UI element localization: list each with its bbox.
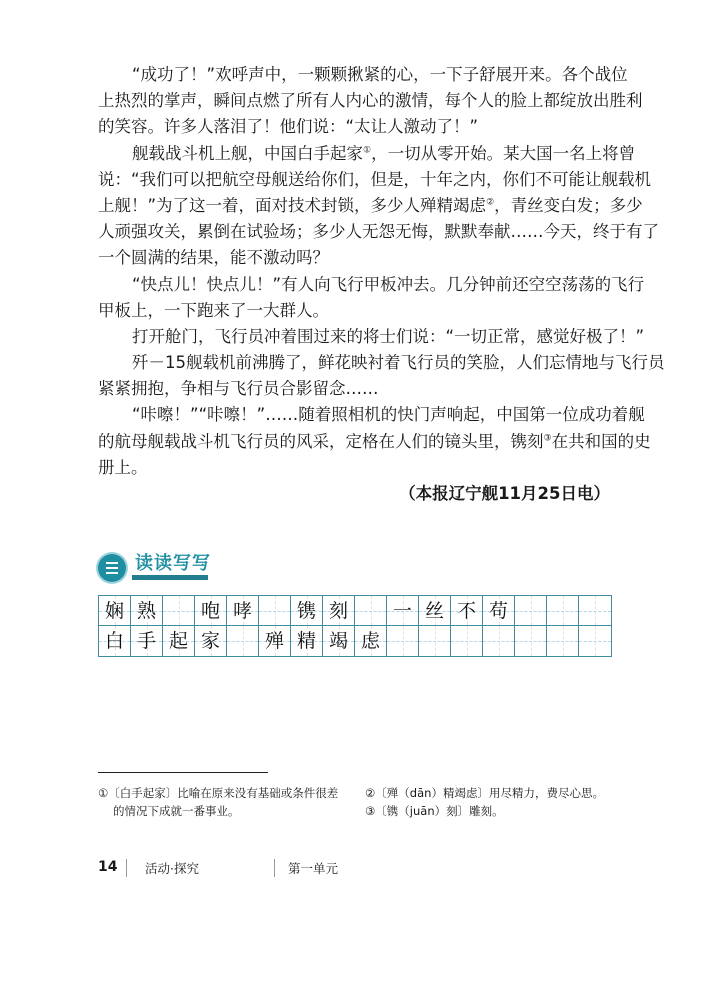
grid-cell — [515, 626, 547, 656]
footnote-1: ①〔白手起家〕比喻在原来没有基础或条件很差 — [98, 786, 339, 800]
grid-cell — [99, 626, 131, 656]
grid-cell — [451, 626, 483, 656]
text-fragment: 的航母舰载战斗机飞行员的风采，定格在人们的镜头里，镌刻 — [98, 431, 544, 451]
text-line: 册上。 — [98, 457, 148, 477]
grid-cell — [259, 626, 291, 656]
grid-cell — [323, 626, 355, 656]
divider — [274, 859, 275, 877]
text-line: 上热烈的掌声，瞬间点燃了所有人内心的激情，每个人的脸上都绽放出胜利 — [98, 91, 643, 111]
text-fragment: 上舰！”为了这一着，面对技术封锁，多少人殚精竭虑 — [98, 195, 487, 215]
writing-grid — [98, 595, 612, 657]
grid-cell — [547, 596, 579, 626]
footnote-mark: ② — [486, 197, 495, 208]
grid-cell — [163, 626, 195, 656]
grid-char: 镌 — [296, 600, 316, 622]
text-line: 说：“我们可以把航空母舰送给你们，但是，十年之内，你们不可能让舰载机 — [98, 169, 652, 189]
grid-cell — [99, 596, 131, 626]
grid-cell — [483, 596, 515, 626]
grid-char: 一 — [392, 600, 412, 622]
footnote-mark: ③ — [543, 433, 552, 444]
grid-cell — [195, 626, 227, 656]
section-underline — [132, 575, 208, 580]
page-number: 14 — [98, 859, 118, 875]
section-number-icon — [98, 554, 126, 582]
grid-cell — [323, 596, 355, 626]
text-line: 的笑容。许多人落泪了！他们说：“太让人激动了！” — [98, 117, 479, 137]
text-line — [98, 193, 643, 219]
text-line: “咔嚓！”“咔嚓！”……随着照相机的快门声响起，中国第一位成功着舰 — [132, 405, 645, 425]
text-line: 歼－15舰载机前沸腾了，鲜花映衬着飞行员的笑脸，人们忘情地与飞行员 — [132, 353, 665, 373]
grid-char: 熟 — [136, 600, 156, 622]
grid-cell — [227, 626, 259, 656]
footer-section: 活动·探究 — [145, 861, 199, 876]
grid-char: 精 — [296, 630, 316, 652]
grid-char: 咆 — [200, 600, 220, 622]
footnote-3: ③〔镌（juān）刻〕雕刻。 — [365, 804, 504, 818]
grid-char: 起 — [168, 630, 188, 652]
grid-cell — [195, 596, 227, 626]
grid-char: 哮 — [232, 600, 252, 622]
grid-cell — [451, 596, 483, 626]
text-fragment: 舰载战斗机上舰，中国白手起家 — [132, 143, 363, 163]
grid-char: 苟 — [488, 600, 508, 622]
grid-char: 手 — [136, 630, 156, 652]
grid-char: 白 — [104, 630, 124, 652]
divider — [126, 859, 127, 877]
footnote-2: ②〔殚（dān）精竭虑〕用尽精力，费尽心思。 — [365, 786, 604, 800]
grid-cell — [387, 596, 419, 626]
grid-char: 丝 — [424, 600, 444, 622]
text-line — [98, 141, 636, 167]
grid-char: 不 — [456, 600, 476, 622]
section-title: 读读写写 — [135, 553, 211, 574]
text-line — [98, 429, 651, 455]
grid-cell — [579, 596, 611, 626]
footnote-divider — [98, 772, 268, 773]
text-line: 打开舱门，飞行员冲着围过来的将士们说：“一切正常，感觉好极了！” — [132, 326, 645, 346]
text-line: 紧紧拥抱，争相与飞行员合影留念…… — [98, 379, 379, 399]
grid-cell — [163, 596, 195, 626]
grid-cell — [131, 596, 163, 626]
grid-cell — [515, 596, 547, 626]
text-line: “快点儿！快点儿！”有人向飞行甲板冲去。几分钟前还空空荡荡的飞行 — [132, 274, 645, 294]
grid-cell — [483, 626, 515, 656]
grid-cell — [227, 596, 259, 626]
grid-char: 竭 — [328, 630, 348, 652]
dateline: （本报辽宁舰11月25日电） — [399, 484, 610, 503]
grid-char: 娴 — [104, 600, 124, 622]
text-line: 一个圆满的结果，能不激动吗？ — [98, 248, 329, 268]
footnote-1-cont: 的情况下成就一番事业。 — [113, 804, 240, 818]
grid-cell — [259, 596, 291, 626]
grid-cell — [419, 596, 451, 626]
grid-cell — [419, 626, 451, 656]
grid-cell — [547, 626, 579, 656]
grid-char: 刻 — [328, 600, 348, 622]
grid-cell — [355, 626, 387, 656]
footer-unit: 第一单元 — [288, 861, 339, 876]
text-fragment: 在共和国的史 — [551, 431, 651, 451]
grid-char: 殚 — [264, 630, 284, 652]
grid-cell — [291, 626, 323, 656]
text-fragment: ，青丝变白发；多少 — [494, 195, 643, 215]
text-line: 甲板上，一下跑来了一大群人。 — [98, 300, 329, 320]
grid-cell — [355, 596, 387, 626]
grid-cell — [387, 626, 419, 656]
text-line: 人顽强攻关，累倒在试验场；多少人无怨无悔，默默奉献……今天，终于有了 — [98, 222, 659, 242]
footnote-mark: ① — [363, 145, 372, 156]
grid-char: 虑 — [360, 630, 380, 652]
text-line: “成功了！”欢呼声中，一颗颗揪紧的心，一下子舒展开来。各个战位 — [132, 65, 628, 84]
grid-cell — [131, 626, 163, 656]
article-body — [98, 62, 665, 507]
grid-char: 家 — [200, 630, 220, 652]
grid-cell — [291, 596, 323, 626]
text-fragment: ，一切从零开始。某大国一名上将曾 — [371, 143, 636, 163]
grid-cell — [579, 626, 611, 656]
